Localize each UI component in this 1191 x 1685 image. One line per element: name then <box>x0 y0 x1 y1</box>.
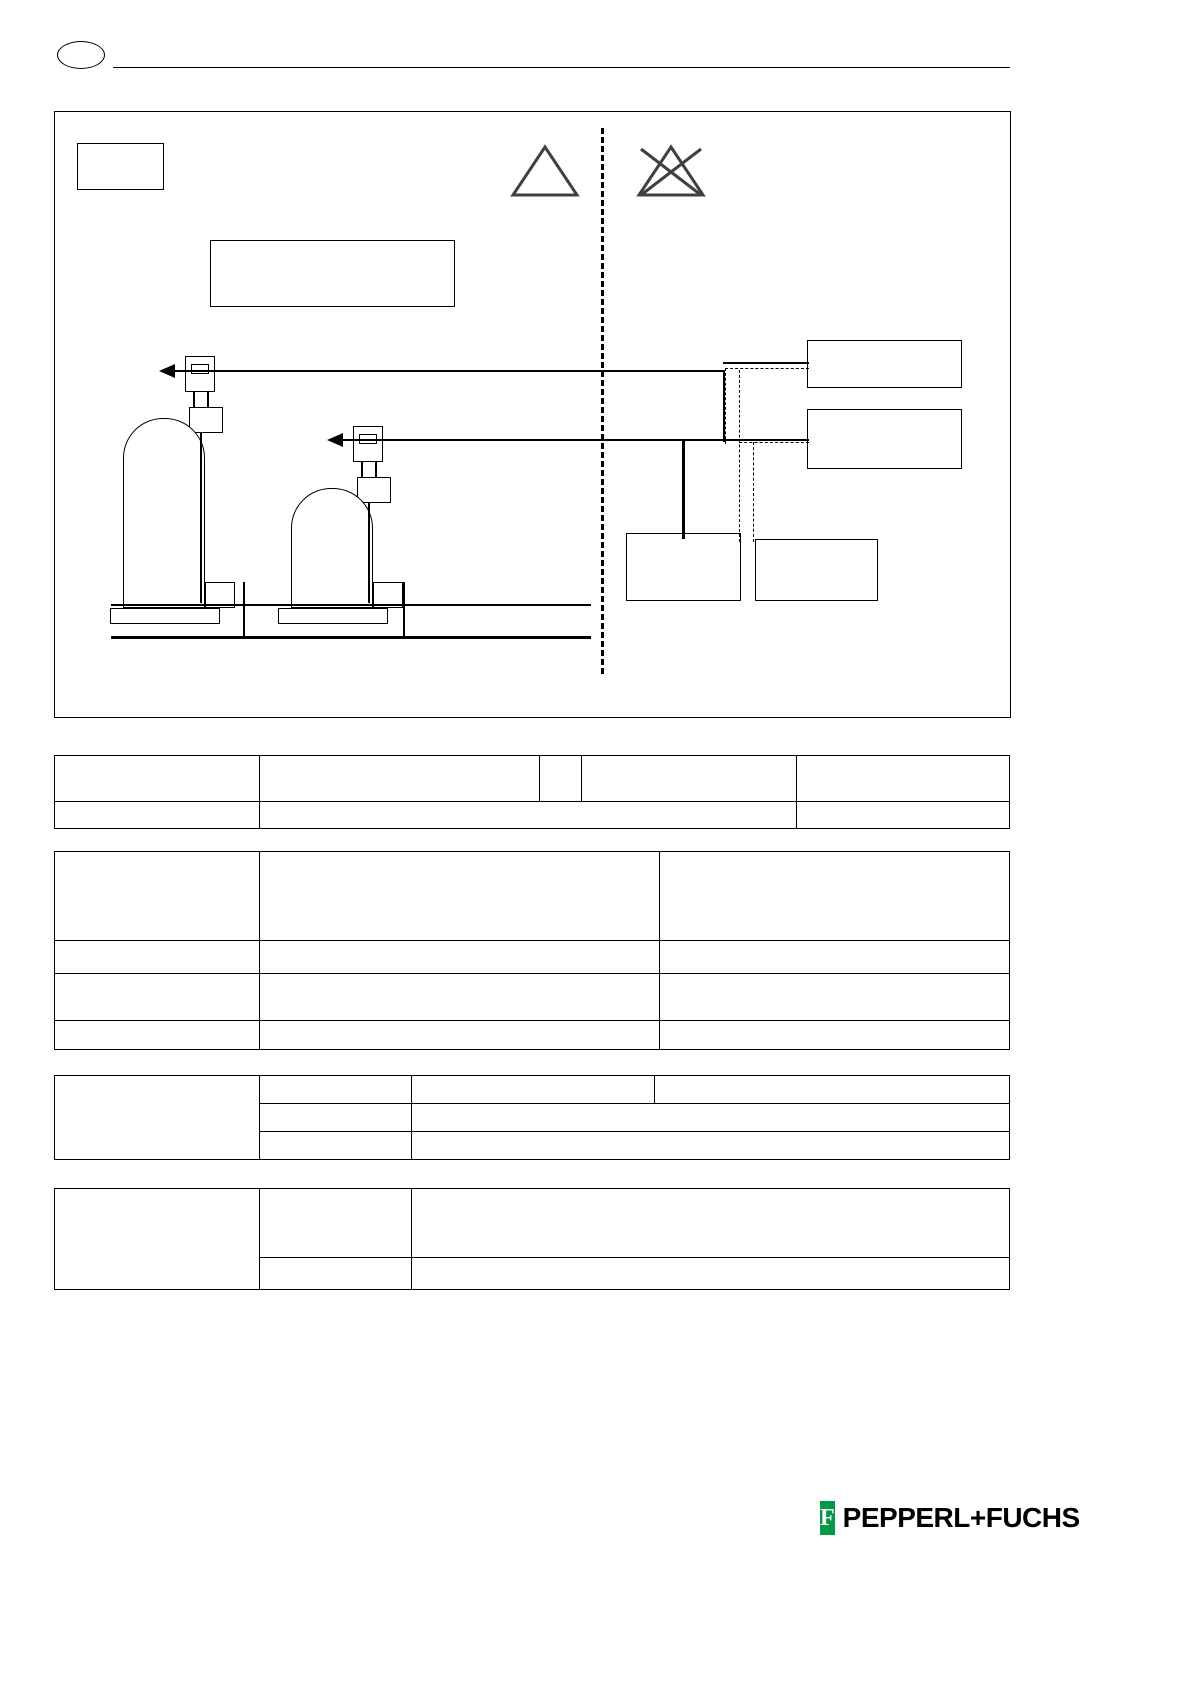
ellipse-outline-icon <box>57 41 105 69</box>
figure-top-left-box <box>77 143 164 190</box>
cell <box>582 756 797 802</box>
cell <box>260 1132 412 1160</box>
tank-small-base <box>278 608 388 624</box>
table-row <box>55 756 1010 802</box>
sensor-display-1 <box>191 364 209 374</box>
pepperl-fuchs-mark-icon <box>820 1501 835 1535</box>
table-row <box>55 974 1010 1021</box>
tank-large-body <box>123 418 205 608</box>
cell <box>55 974 260 1021</box>
cell <box>260 852 660 941</box>
cell <box>660 941 1010 974</box>
tank-small-flange <box>357 477 391 503</box>
table-row <box>55 1076 1010 1104</box>
cell <box>260 1189 412 1258</box>
cell <box>412 1104 1010 1132</box>
cell <box>260 941 660 974</box>
cell <box>412 1076 655 1104</box>
figure-bottom-right-box <box>755 539 878 601</box>
dashed-link-bottom <box>739 442 809 443</box>
cell <box>260 1021 660 1050</box>
cell <box>55 941 260 974</box>
arrow-left-icon-2 <box>327 433 343 447</box>
sensor-head-1 <box>185 356 215 392</box>
tank-small-body <box>291 488 373 608</box>
tank-large-flange <box>189 407 223 433</box>
cell <box>260 1258 412 1290</box>
cell <box>412 1258 1010 1290</box>
table-row <box>55 802 1010 829</box>
signal-line-lower <box>333 439 809 441</box>
table-row <box>55 1189 1010 1258</box>
tank-small-probe <box>368 503 370 603</box>
table-row <box>55 1021 1010 1050</box>
pepperl-fuchs-logo <box>820 1497 1080 1539</box>
dashed-link-vertical-3 <box>753 442 754 542</box>
cell <box>260 1076 412 1104</box>
cell <box>412 1189 1010 1258</box>
logo-wordmark: PEPPERL+FUCHS <box>842 1502 1080 1533</box>
header-divider <box>113 67 1010 68</box>
cell <box>260 1104 412 1132</box>
ground-drop-2 <box>403 582 405 637</box>
cell <box>55 802 260 829</box>
cell <box>412 1132 1010 1160</box>
crossed-triangle-icon <box>633 143 709 199</box>
tank-large-base <box>110 608 220 624</box>
figure-description-box <box>210 240 455 307</box>
cell <box>660 852 1010 941</box>
ground-drop-1 <box>243 582 245 637</box>
logo-mark-letter: F <box>820 1505 835 1531</box>
vertical-dashed-divider <box>601 128 604 674</box>
cell <box>797 756 1010 802</box>
tank-large-probe <box>200 433 202 603</box>
page-header <box>0 0 1191 90</box>
ground-line-upper <box>111 604 591 606</box>
cell <box>55 1189 260 1290</box>
signal-line-lower-drop <box>682 439 685 539</box>
cell <box>260 802 797 829</box>
cell <box>55 756 260 802</box>
sensor-head-2 <box>353 426 383 462</box>
dashed-link-top <box>725 368 809 369</box>
cell <box>55 852 260 941</box>
table-notes <box>54 1188 1010 1290</box>
cell <box>660 1021 1010 1050</box>
table-identification <box>54 755 1010 829</box>
cell <box>655 1076 1010 1104</box>
table-parameters <box>54 1075 1010 1160</box>
table-specifications <box>54 851 1010 1050</box>
figure-frame <box>54 111 1011 718</box>
table-row <box>55 852 1010 941</box>
signal-line-upper-right <box>723 362 809 364</box>
cell <box>55 1076 260 1160</box>
signal-line-upper <box>165 370 725 372</box>
arrow-left-icon-1 <box>159 364 175 378</box>
cell <box>55 1021 260 1050</box>
figure-bottom-left-box <box>626 533 741 601</box>
table-row <box>55 941 1010 974</box>
figure-right-lower-box <box>807 409 962 469</box>
cell <box>660 974 1010 1021</box>
cell <box>260 974 660 1021</box>
cell <box>540 756 582 802</box>
dashed-link-vertical-2 <box>739 370 740 542</box>
figure-right-upper-box <box>807 340 962 388</box>
ground-line-lower <box>111 636 591 639</box>
dashed-link-vertical-1 <box>725 368 726 444</box>
cell <box>797 802 1010 829</box>
cell <box>260 756 540 802</box>
triangle-outline-icon <box>510 143 580 199</box>
